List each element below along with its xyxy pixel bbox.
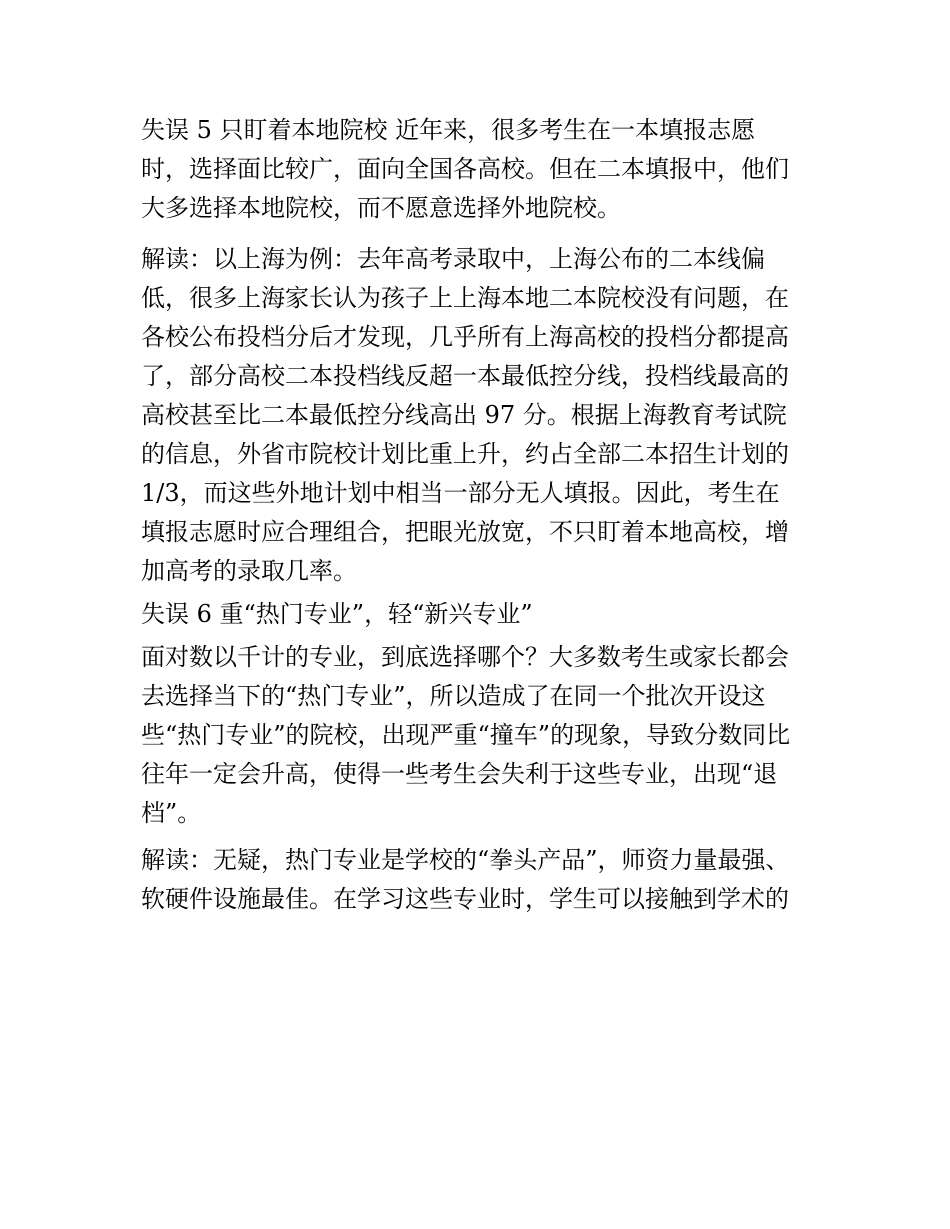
text-line-15: 去选择当下的“热门专业”，所以造成了在同一个批次开设这 bbox=[141, 682, 766, 710]
text-line-6: 各校公布投档分后才发现，几乎所有上海高校的投档分都提高 bbox=[141, 323, 789, 351]
text-line-17: 往年一定会升高，使得一些考生会失利于这些专业，出现“退 bbox=[141, 760, 778, 788]
text-line-18: 档”。 bbox=[141, 799, 202, 827]
text-line-19: 解读：无疑，热门专业是学校的“拳头产品”，师资力量最强、 bbox=[141, 846, 790, 874]
text-line-1: 失误 5 只盯着本地院校 近年来，很多考生在一本填报志愿 bbox=[141, 116, 756, 144]
text-line-20: 软硬件设施最佳。在学习这些专业时，学生可以接触到学术的 bbox=[141, 885, 789, 913]
text-line-16: 些“热门专业”的院校，出现严重“撞车”的现象，导致分数同比 bbox=[141, 721, 791, 749]
text-line-4: 解读：以上海为例：去年高考录取中，上海公布的二本线偏 bbox=[141, 245, 765, 273]
text-line-9: 的信息，外省市院校计划比重上升，约占全部二本招生计划的 bbox=[141, 440, 789, 468]
text-line-7: 了，部分高校二本投档线反超一本最低控分线，投档线最高的 bbox=[141, 362, 789, 390]
text-line-5: 低，很多上海家长认为孩子上上海本地二本院校没有问题，在 bbox=[141, 284, 789, 312]
text-line-2: 时，选择面比较广，面向全国各高校。但在二本填报中，他们 bbox=[141, 155, 789, 183]
text-line-12: 加高考的录取几率。 bbox=[141, 557, 357, 585]
text-line-14: 面对数以千计的专业，到底选择哪个？大多数考生或家长都会 bbox=[141, 643, 789, 671]
document-body bbox=[141, 111, 821, 919]
text-line-11: 填报志愿时应合理组合，把眼光放宽，不只盯着本地高校，增 bbox=[141, 518, 789, 546]
text-line-8: 高校甚至比二本最低控分线高出 97 分。根据上海教育考试院 bbox=[141, 401, 787, 429]
text-line-3: 大多选择本地院校，而不愿意选择外地院校。 bbox=[141, 194, 621, 222]
text-line-10: 1/3，而这些外地计划中相当一部分无人填报。因此，考生在 bbox=[141, 479, 780, 507]
text-line-13: 失误 6 重“热门专业”，轻“新兴专业” bbox=[141, 600, 533, 628]
